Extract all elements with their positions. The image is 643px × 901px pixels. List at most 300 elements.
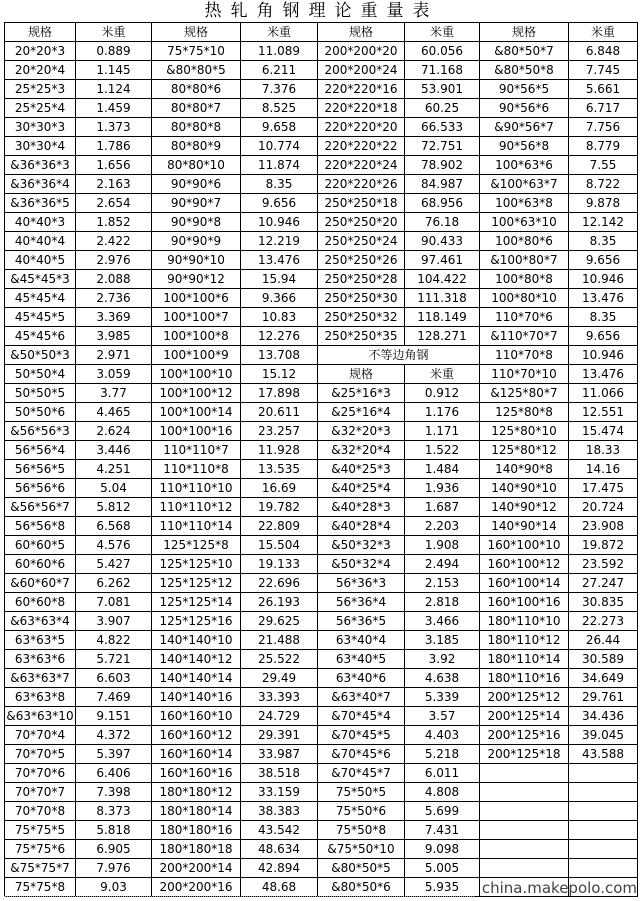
weight-cell: 6.406 [76, 764, 152, 783]
weight-cell: 10.946 [569, 270, 638, 289]
spec-cell: &56*56*7 [5, 498, 76, 517]
table-row [5, 251, 638, 270]
weight-cell: 4.251 [76, 460, 152, 479]
weight-cell: 6.568 [76, 517, 152, 536]
spec-cell: 63*40*6 [318, 669, 405, 688]
table-row [5, 593, 638, 612]
spec-cell: 250*250*20 [318, 213, 405, 232]
spec-cell: &36*36*4 [5, 175, 76, 194]
table-row [5, 669, 638, 688]
weight-header: 米重 [405, 365, 480, 384]
table-row [5, 745, 638, 764]
spec-cell: 220*220*20 [318, 118, 405, 137]
weight-cell: 2.818 [405, 593, 480, 612]
weight-header: 米重 [405, 23, 480, 42]
weight-cell: 26.193 [241, 593, 318, 612]
weight-cell: 1.786 [76, 137, 152, 156]
weight-table [4, 22, 638, 897]
weight-cell: 38.383 [241, 802, 318, 821]
spec-cell: 63*63*8 [5, 688, 76, 707]
weight-cell: 5.699 [405, 802, 480, 821]
spec-cell: 220*220*18 [318, 99, 405, 118]
spec-cell: 80*80*8 [152, 118, 241, 137]
weight-cell: 13.476 [241, 251, 318, 270]
weight-cell: 3.77 [76, 384, 152, 403]
table-row [5, 308, 638, 327]
table-row [5, 175, 638, 194]
table-row [5, 156, 638, 175]
weight-cell: 1.459 [76, 99, 152, 118]
spec-cell: 40*40*4 [5, 232, 76, 251]
table-row [5, 555, 638, 574]
spec-cell: 100*63*6 [480, 156, 569, 175]
weight-cell: 20.611 [241, 403, 318, 422]
weight-cell: 11.066 [569, 384, 638, 403]
weight-cell: 13.476 [569, 289, 638, 308]
weight-cell: 111.318 [405, 289, 480, 308]
table-row [5, 536, 638, 555]
spec-cell: 40*40*5 [5, 251, 76, 270]
spec-cell: 20*20*3 [5, 42, 76, 61]
table-row [5, 194, 638, 213]
table-row [5, 650, 638, 669]
spec-cell: 180*110*12 [480, 631, 569, 650]
weight-cell: 9.658 [241, 118, 318, 137]
spec-cell: 90*90*6 [152, 175, 241, 194]
weight-cell: 4.465 [76, 403, 152, 422]
weight-cell: 1.936 [405, 479, 480, 498]
spec-cell: 160*100*14 [480, 574, 569, 593]
spec-cell: 56*36*4 [318, 593, 405, 612]
spec-cell: &56*56*3 [5, 422, 76, 441]
spec-cell: 250*250*30 [318, 289, 405, 308]
spec-cell: 100*100*7 [152, 308, 241, 327]
weight-cell: 5.427 [76, 555, 152, 574]
weight-cell: 7.756 [569, 118, 638, 137]
spec-cell: &125*80*7 [480, 384, 569, 403]
spec-cell: 100*80*6 [480, 232, 569, 251]
spec-cell: 56*56*8 [5, 517, 76, 536]
table-row [5, 403, 638, 422]
spec-cell: 160*100*10 [480, 536, 569, 555]
weight-cell: 1.852 [76, 213, 152, 232]
spec-cell: 60*60*5 [5, 536, 76, 555]
spec-cell: &75*50*10 [318, 840, 405, 859]
weight-cell: 6.262 [76, 574, 152, 593]
spec-cell: 125*125*10 [152, 555, 241, 574]
spec-cell: 75*75*5 [5, 821, 76, 840]
weight-cell: 1.484 [405, 460, 480, 479]
spec-cell: 160*160*14 [152, 745, 241, 764]
weight-cell: 6.905 [76, 840, 152, 859]
watermark: china.makepolo.com [481, 879, 637, 897]
weight-cell: 18.33 [569, 441, 638, 460]
spec-cell: 100*63*8 [480, 194, 569, 213]
spec-cell: &70*45*4 [318, 707, 405, 726]
weight-cell: 42.894 [241, 859, 318, 878]
weight-cell: 27.247 [569, 574, 638, 593]
table-row [5, 612, 638, 631]
weight-cell: 0.912 [405, 384, 480, 403]
weight-cell [569, 764, 638, 783]
table-row [5, 840, 638, 859]
spec-cell: 140*140*12 [152, 650, 241, 669]
table-row [5, 137, 638, 156]
spec-cell: 75*75*6 [5, 840, 76, 859]
spec-cell: &63*63*4 [5, 612, 76, 631]
spec-cell: 140*90*10 [480, 479, 569, 498]
weight-cell: 33.393 [241, 688, 318, 707]
spec-cell: 90*90*8 [152, 213, 241, 232]
weight-cell: 1.656 [76, 156, 152, 175]
spec-cell: 100*100*10 [152, 365, 241, 384]
table-row [5, 441, 638, 460]
spec-cell: 110*70*10 [480, 365, 569, 384]
spec-cell: 100*100*14 [152, 403, 241, 422]
table-row [5, 99, 638, 118]
spec-cell: &80*80*5 [152, 61, 241, 80]
spec-cell: 100*100*12 [152, 384, 241, 403]
weight-cell: 38.518 [241, 764, 318, 783]
spec-cell: 200*125*12 [480, 688, 569, 707]
weight-cell: 11.874 [241, 156, 318, 175]
table-row [5, 821, 638, 840]
weight-cell: 11.928 [241, 441, 318, 460]
spec-cell: 63*63*6 [5, 650, 76, 669]
spec-cell: 180*180*16 [152, 821, 241, 840]
spec-cell: 90*56*6 [480, 99, 569, 118]
spec-cell: 125*125*16 [152, 612, 241, 631]
spec-cell: &40*25*4 [318, 479, 405, 498]
spec-cell: &70*45*5 [318, 726, 405, 745]
weight-cell: 12.276 [241, 327, 318, 346]
weight-cell: 1.908 [405, 536, 480, 555]
weight-cell: 13.476 [569, 365, 638, 384]
spec-cell: 250*250*26 [318, 251, 405, 270]
weight-cell: 4.808 [405, 783, 480, 802]
weight-cell: 1.124 [76, 80, 152, 99]
spec-cell: &32*20*3 [318, 422, 405, 441]
spec-cell: &63*63*10 [5, 707, 76, 726]
weight-cell: 3.185 [405, 631, 480, 650]
weight-cell: 2.088 [76, 270, 152, 289]
weight-cell: 13.708 [241, 346, 318, 365]
spec-cell: 50*50*5 [5, 384, 76, 403]
spec-cell: &50*32*4 [318, 555, 405, 574]
spec-cell: 110*70*6 [480, 308, 569, 327]
weight-cell: 19.133 [241, 555, 318, 574]
weight-cell: 2.624 [76, 422, 152, 441]
weight-cell: 48.68 [241, 878, 318, 897]
spec-cell: &25*16*4 [318, 403, 405, 422]
weight-cell: 8.373 [76, 802, 152, 821]
spec-cell: 100*100*8 [152, 327, 241, 346]
weight-cell: 128.271 [405, 327, 480, 346]
table-row [5, 498, 638, 517]
spec-cell: 100*100*16 [152, 422, 241, 441]
weight-cell: 10.774 [241, 137, 318, 156]
spec-cell: &50*50*3 [5, 346, 76, 365]
spec-cell: &60*60*7 [5, 574, 76, 593]
header-row [5, 23, 638, 42]
table-row [5, 517, 638, 536]
weight-cell: 1.145 [76, 61, 152, 80]
spec-cell: 80*80*6 [152, 80, 241, 99]
weight-cell: 5.005 [405, 859, 480, 878]
table-row [5, 270, 638, 289]
weight-cell: 17.898 [241, 384, 318, 403]
weight-cell: 11.089 [241, 42, 318, 61]
table-row [5, 726, 638, 745]
weight-cell: 2.494 [405, 555, 480, 574]
weight-cell [569, 821, 638, 840]
spec-cell: 45*45*5 [5, 308, 76, 327]
weight-cell: 6.848 [569, 42, 638, 61]
weight-cell: 3.466 [405, 612, 480, 631]
weight-cell: 97.461 [405, 251, 480, 270]
spec-cell [480, 840, 569, 859]
weight-cell: 3.985 [76, 327, 152, 346]
weight-cell: 5.04 [76, 479, 152, 498]
weight-cell: 3.446 [76, 441, 152, 460]
spec-cell: 125*80*12 [480, 441, 569, 460]
spec-cell: &100*63*7 [480, 175, 569, 194]
spec-cell [480, 764, 569, 783]
spec-cell: 75*75*10 [152, 42, 241, 61]
spec-cell: 125*125*8 [152, 536, 241, 555]
weight-cell: 4.403 [405, 726, 480, 745]
spec-cell: 200*125*14 [480, 707, 569, 726]
spec-cell: 63*63*5 [5, 631, 76, 650]
weight-cell: 118.149 [405, 308, 480, 327]
spec-cell: &90*56*7 [480, 118, 569, 137]
spec-cell: 200*125*16 [480, 726, 569, 745]
spec-cell: 40*40*3 [5, 213, 76, 232]
weight-cell: 34.649 [569, 669, 638, 688]
weight-cell: 9.03 [76, 878, 152, 897]
spec-cell: 100*100*9 [152, 346, 241, 365]
weight-cell: 0.889 [76, 42, 152, 61]
spec-cell: 250*250*24 [318, 232, 405, 251]
spec-cell: 250*250*28 [318, 270, 405, 289]
weight-cell: 10.83 [241, 308, 318, 327]
spec-cell: 70*70*4 [5, 726, 76, 745]
spec-cell: 140*140*14 [152, 669, 241, 688]
spec-cell: 90*90*10 [152, 251, 241, 270]
spec-cell: 160*160*12 [152, 726, 241, 745]
weight-cell: 4.576 [76, 536, 152, 555]
table-row [5, 118, 638, 137]
weight-cell: 9.878 [569, 194, 638, 213]
spec-cell: 110*110*12 [152, 498, 241, 517]
weight-cell: 12.551 [569, 403, 638, 422]
weight-cell: 7.398 [76, 783, 152, 802]
weight-cell: 3.57 [405, 707, 480, 726]
spec-cell: &70*45*7 [318, 764, 405, 783]
spec-cell: 160*100*12 [480, 555, 569, 574]
weight-cell: 34.436 [569, 707, 638, 726]
weight-cell: 4.822 [76, 631, 152, 650]
weight-cell: 66.533 [405, 118, 480, 137]
weight-header: 米重 [569, 23, 638, 42]
spec-cell: 100*100*6 [152, 289, 241, 308]
table-row [5, 327, 638, 346]
spec-cell: 125*80*8 [480, 403, 569, 422]
table-row [5, 232, 638, 251]
weight-cell: 23.257 [241, 422, 318, 441]
weight-cell: 15.474 [569, 422, 638, 441]
spec-cell: 140*90*14 [480, 517, 569, 536]
weight-cell: 5.935 [405, 878, 480, 897]
spec-cell: 200*200*20 [318, 42, 405, 61]
spec-cell: 160*160*10 [152, 707, 241, 726]
spec-cell: 70*70*7 [5, 783, 76, 802]
weight-cell: 1.176 [405, 403, 480, 422]
spec-cell: &50*32*3 [318, 536, 405, 555]
spec-cell: 75*50*8 [318, 821, 405, 840]
weight-cell: 1.171 [405, 422, 480, 441]
weight-cell: 24.729 [241, 707, 318, 726]
spec-cell: &80*50*5 [318, 859, 405, 878]
weight-cell: 25.522 [241, 650, 318, 669]
spec-cell: 110*110*14 [152, 517, 241, 536]
spec-header: 规格 [5, 23, 76, 42]
spec-cell: 140*90*12 [480, 498, 569, 517]
weight-cell: 76.18 [405, 213, 480, 232]
table-row [5, 802, 638, 821]
spec-cell: 140*90*8 [480, 460, 569, 479]
weight-cell: 72.751 [405, 137, 480, 156]
weight-cell: 1.687 [405, 498, 480, 517]
spec-cell: 56*36*3 [318, 574, 405, 593]
table-row [5, 574, 638, 593]
weight-cell: 30.835 [569, 593, 638, 612]
weight-cell: 7.976 [76, 859, 152, 878]
weight-cell: 29.625 [241, 612, 318, 631]
spec-cell: &40*25*3 [318, 460, 405, 479]
spec-cell: 25*25*4 [5, 99, 76, 118]
weight-cell [569, 840, 638, 859]
spec-cell: &45*45*3 [5, 270, 76, 289]
spec-cell: 50*50*6 [5, 403, 76, 422]
weight-cell: 43.542 [241, 821, 318, 840]
spec-cell: 25*25*3 [5, 80, 76, 99]
weight-cell: 17.475 [569, 479, 638, 498]
spec-cell: 75*50*6 [318, 802, 405, 821]
weight-cell: 68.956 [405, 194, 480, 213]
table-row [5, 859, 638, 878]
table-row [5, 707, 638, 726]
spec-cell: &36*36*5 [5, 194, 76, 213]
weight-cell: 4.638 [405, 669, 480, 688]
spec-cell: 220*220*22 [318, 137, 405, 156]
spec-cell: 200*200*24 [318, 61, 405, 80]
spec-cell: 110*110*7 [152, 441, 241, 460]
spec-cell: 63*40*5 [318, 650, 405, 669]
weight-cell: 2.163 [76, 175, 152, 194]
spec-cell: &32*20*4 [318, 441, 405, 460]
weight-cell: 8.35 [241, 175, 318, 194]
weight-cell: 33.159 [241, 783, 318, 802]
weight-cell: 13.535 [241, 460, 318, 479]
weight-cell: 12.219 [241, 232, 318, 251]
spec-cell: 80*80*10 [152, 156, 241, 175]
spec-cell: 100*63*10 [480, 213, 569, 232]
spec-cell: 90*90*12 [152, 270, 241, 289]
table-row [5, 631, 638, 650]
weight-cell: 9.366 [241, 289, 318, 308]
weight-cell [569, 783, 638, 802]
spec-cell: 70*70*6 [5, 764, 76, 783]
spec-cell: 45*45*6 [5, 327, 76, 346]
spec-cell: &40*28*3 [318, 498, 405, 517]
weight-cell: 10.946 [569, 346, 638, 365]
weight-cell: 5.818 [76, 821, 152, 840]
weight-cell: 2.971 [76, 346, 152, 365]
weight-cell: 2.203 [405, 517, 480, 536]
weight-cell: 22.696 [241, 574, 318, 593]
weight-cell: 8.779 [569, 137, 638, 156]
section-title-unequal-angle: 不等边角钢 [318, 346, 480, 365]
spec-cell: 140*140*10 [152, 631, 241, 650]
weight-cell: 29.391 [241, 726, 318, 745]
weight-cell: 78.902 [405, 156, 480, 175]
weight-cell: 30.589 [569, 650, 638, 669]
weight-cell: 104.422 [405, 270, 480, 289]
spec-cell: 140*140*16 [152, 688, 241, 707]
spec-cell: 100*80*10 [480, 289, 569, 308]
weight-cell: 20.724 [569, 498, 638, 517]
weight-header: 米重 [241, 23, 318, 42]
spec-cell: 30*30*4 [5, 137, 76, 156]
table-row [5, 479, 638, 498]
spec-header: 规格 [480, 23, 569, 42]
spec-cell: &80*50*6 [318, 878, 405, 897]
weight-cell: 7.376 [241, 80, 318, 99]
spec-cell: 45*45*4 [5, 289, 76, 308]
weight-header: 米重 [76, 23, 152, 42]
table-row [5, 764, 638, 783]
spec-cell [480, 802, 569, 821]
weight-cell: 60.056 [405, 42, 480, 61]
spec-cell: 180*180*14 [152, 802, 241, 821]
weight-cell [569, 802, 638, 821]
table-row [5, 289, 638, 308]
weight-cell: 6.011 [405, 764, 480, 783]
weight-cell: 21.488 [241, 631, 318, 650]
spec-cell: &80*50*7 [480, 42, 569, 61]
weight-cell: 14.16 [569, 460, 638, 479]
spec-cell: 180*110*10 [480, 612, 569, 631]
spec-header: 规格 [152, 23, 241, 42]
spec-cell: 90*56*8 [480, 137, 569, 156]
table-row [5, 346, 638, 365]
spec-cell: 90*56*5 [480, 80, 569, 99]
spec-cell: 20*20*4 [5, 61, 76, 80]
weight-cell: 15.504 [241, 536, 318, 555]
weight-cell: 29.49 [241, 669, 318, 688]
table-row [5, 783, 638, 802]
spec-cell: 180*180*18 [152, 840, 241, 859]
spec-cell: 110*110*10 [152, 479, 241, 498]
weight-cell: 1.522 [405, 441, 480, 460]
spec-cell: 100*80*8 [480, 270, 569, 289]
spec-cell: &63*63*7 [5, 669, 76, 688]
spec-cell: 90*90*9 [152, 232, 241, 251]
spec-cell: &80*50*8 [480, 61, 569, 80]
spec-cell: 63*40*4 [318, 631, 405, 650]
spec-cell: 90*90*7 [152, 194, 241, 213]
